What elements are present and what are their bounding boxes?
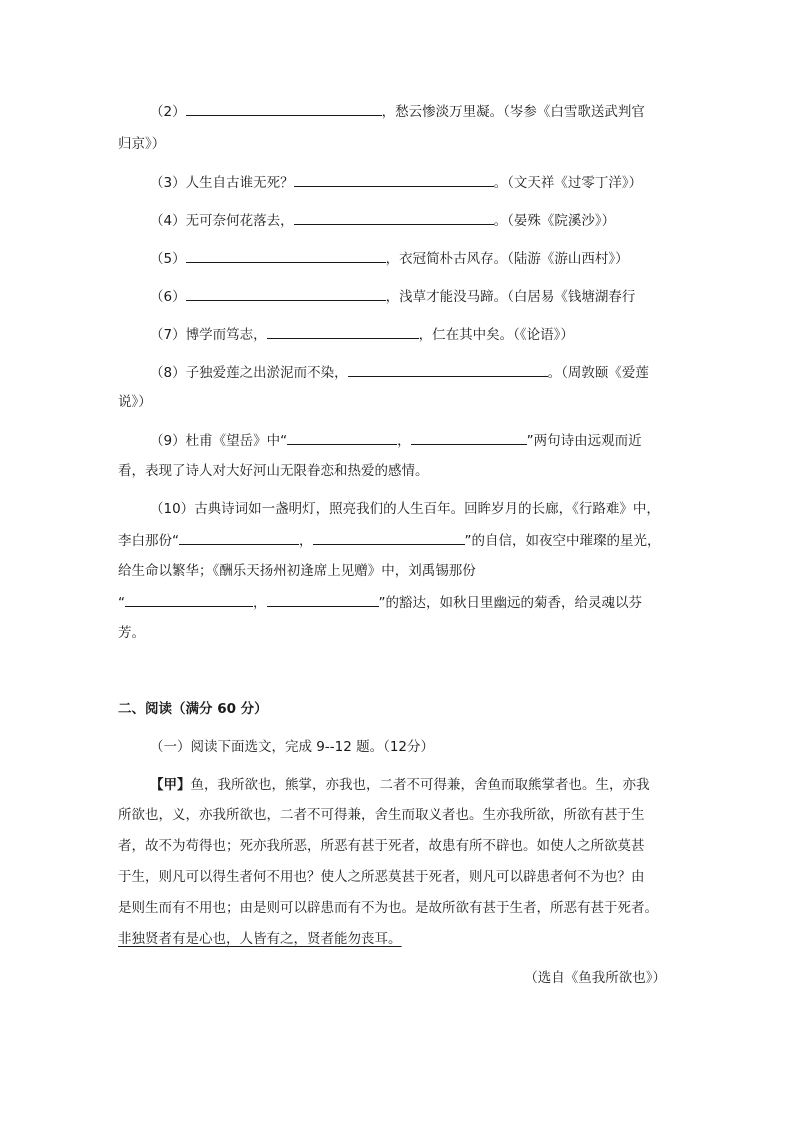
answer-blank[interactable]	[179, 530, 299, 545]
answer-blank[interactable]	[186, 248, 386, 263]
question-8-continuation: 说》）	[118, 394, 152, 410]
question-9	[150, 430, 642, 451]
passage-line-6-underlined: 非独贤者有是心也，人皆有之，贤者能勿丧耳。	[118, 931, 402, 947]
question-7	[150, 324, 574, 345]
question-6	[150, 286, 635, 307]
passage-source: （选自《鱼我所欲也》）	[524, 970, 666, 986]
answer-blank[interactable]	[294, 210, 494, 225]
question-number: （10）	[150, 501, 195, 517]
passage-text: 鱼，我所欲也，熊掌，亦我也，二者不可得兼，舍鱼而取熊掌者也。生，亦我	[190, 777, 650, 793]
question-number: （6）	[150, 289, 186, 305]
question-2-continuation: 归京》）	[118, 136, 166, 152]
answer-blank[interactable]	[348, 362, 548, 377]
question-text: ，愁云惨淡万里凝。（岑参《白雪歌送武判官	[381, 104, 645, 120]
question-text: ，	[299, 533, 313, 549]
passage-line-2: 所欲也，义，亦我所欲也，二者不可得兼，舍生而取义者也。生亦我所欲，所欲有甚于生	[118, 807, 645, 823]
answer-blank[interactable]	[411, 430, 527, 445]
question-10-line-4	[118, 592, 642, 613]
question-number: （9）	[150, 433, 186, 449]
question-text: 杜甫《望岳》中“	[185, 433, 288, 449]
question-10-line-5: 芳。	[118, 625, 145, 641]
passage-label: 【甲】	[150, 777, 191, 793]
question-text: “	[118, 595, 125, 611]
question-text: ，	[253, 595, 267, 611]
answer-blank[interactable]	[267, 592, 379, 607]
question-10-line-3: 给生命以繁华；《酬乐天扬州初逢席上见赠》中，刘禹锡那份	[118, 563, 476, 579]
section-heading: 二、阅读（满分 60 分）	[118, 701, 268, 717]
question-5	[150, 248, 629, 269]
question-number: （7）	[150, 327, 186, 343]
answer-blank[interactable]	[313, 530, 465, 545]
question-9-continuation: 看，表现了诗人对大好河山无限眷恋和热爱的感情。	[118, 463, 429, 479]
passage-line-4: 于生，则凡可以得生者何不用也？使人之所恶莫甚于死者，则凡可以辟患者何不为也？由	[118, 869, 645, 885]
question-number: （3）	[150, 175, 186, 191]
answer-blank[interactable]	[186, 286, 386, 301]
question-number: （5）	[150, 251, 186, 267]
passage-line-1	[150, 775, 650, 795]
question-2	[150, 101, 645, 122]
question-number: （4）	[150, 213, 186, 229]
question-number: （8）	[150, 365, 186, 381]
question-text: 子独爱莲之出淤泥而不染，	[185, 365, 348, 381]
question-text: ，	[397, 433, 411, 449]
question-text: ，浅草才能没马蹄。（白居易《钱塘湖春行	[385, 289, 636, 305]
question-text: 古典诗词如一盏明灯，照亮我们的人生百年。回眸岁月的长廊，《行路难》中，	[194, 501, 660, 517]
passage-line-3: 者，故不为苟得也；死亦我所恶，所恶有甚于死者，故患有所不辟也。如使人之所欲莫甚	[118, 838, 645, 854]
answer-blank[interactable]	[287, 430, 397, 445]
answer-blank[interactable]	[294, 172, 494, 187]
question-10	[150, 499, 660, 519]
question-text: 。（晏殊《院溪沙》）	[493, 213, 616, 229]
question-10-line-2	[118, 530, 661, 551]
question-text: ”的自信，如夜空中璀璨的星光，	[464, 533, 661, 549]
question-text: ，仁在其中矣。（《论语》）	[418, 327, 574, 343]
answer-blank[interactable]	[267, 324, 419, 339]
reading-instruction: （一）阅读下面选文，完成 9--12 题。（12分）	[150, 739, 435, 755]
answer-blank[interactable]	[186, 101, 382, 116]
question-text: 博学而笃志，	[185, 327, 267, 343]
question-8	[150, 362, 649, 383]
question-text: ”两句诗由远观而近	[526, 433, 642, 449]
question-text: 。（周敦颐《爱莲	[547, 365, 649, 381]
question-text: ”的豁达，如秋日里幽远的菊香，给灵魂以芬	[378, 595, 642, 611]
question-text: 人生自古谁无死？	[185, 175, 294, 191]
answer-blank[interactable]	[125, 592, 253, 607]
question-text: ，衣冠简朴古风存。（陆游《游山西村》）	[385, 251, 629, 267]
question-number: （2）	[150, 104, 186, 120]
question-text: 无可奈何花落去，	[185, 213, 294, 229]
question-text: 。（文天祥《过零丁洋》）	[493, 175, 643, 191]
question-text: 李白那份“	[118, 533, 179, 549]
question-3	[150, 172, 642, 193]
question-4	[150, 210, 615, 231]
passage-line-5: 是则生而有不用也；由是则可以辟患而有不为也。是故所欲有甚于生者，所恶有甚于死者。	[118, 900, 658, 916]
